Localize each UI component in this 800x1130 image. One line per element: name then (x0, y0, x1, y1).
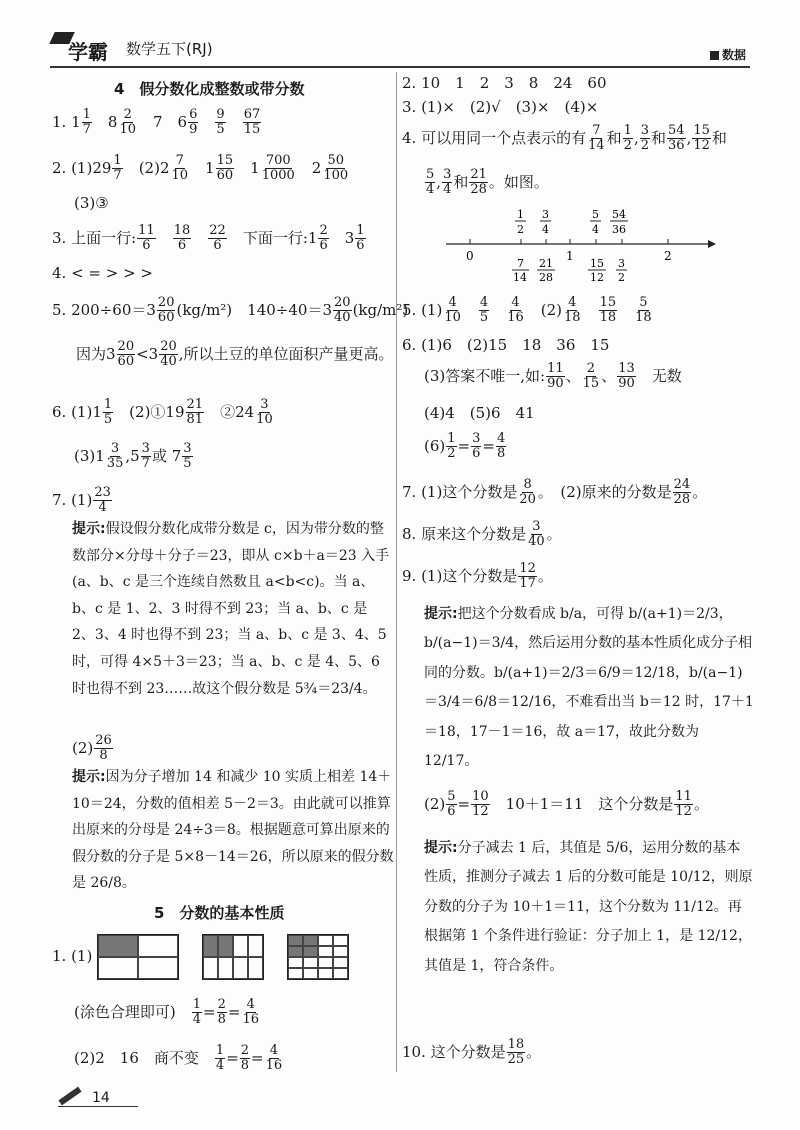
answer-5: 5. 200÷60＝3 $\frac{20}{60}$ (kg/m²) 140÷40＝3 $\frac{20}{40}$ (kg/m²) (52, 295, 409, 326)
hint-7-1: 提示:假设假分数化成带分数是 c，因为带分数的整数部分×分母＋分子＝23，即从 c×b＋a＝23 入手(a、b、c 是三个连续自然数且 a<b<c)。当 a、b、c 是 1、2、3 时得不到 23；当 a、b、c 是 2、3、4 时也得不到 23；当 a、b、c 是 3、4、5 时，可得 4×5＋3＝23；当 a、b、c 是 4、5、6 时也得不到 23……故这个假分数是 5¾＝23/4。 (72, 521, 390, 697)
answer-6: 6. (1)1 $\frac{1}{5}$ (2)①19 $\frac{21}{81}$ ②24 $\frac{3}{10}$ (52, 397, 273, 428)
answer-6-3: (3)1 $\frac{3}{35}$ ,5 $\frac{3}{7}$ 或 7 $\frac{3}{5}$ (74, 441, 192, 472)
square-icon (710, 51, 719, 60)
pencil-icon (58, 1087, 81, 1106)
svg-text:3: 3 (542, 208, 549, 221)
svg-text:14: 14 (513, 271, 527, 284)
fraction-grid-quarters (97, 934, 179, 980)
answer-7: 7. (1) $\frac{23}{4}$ (52, 485, 111, 516)
r-answer-6-4: (4)4 (5)6 41 (424, 404, 535, 422)
fraction-grid-eighths (202, 934, 264, 980)
svg-text:2: 2 (664, 249, 672, 263)
svg-text:21: 21 (539, 257, 553, 270)
r-answer-4: 4. 可以用同一个点表示的有 $\frac{7}{14}$ 和 $\frac{1}{2}$ , $\frac{3}{2}$ 和 $\frac{54}{36}$ , $\frac{15}{12}$ 和 (402, 123, 727, 154)
svg-text:54: 54 (612, 208, 626, 221)
r-answer-3: 3. (1)× (2)√ (3)× (4)× (402, 98, 599, 116)
svg-text:1: 1 (517, 208, 524, 221)
r-answer-6: 6. (1)6 (2)15 18 36 15 (402, 336, 610, 354)
number-line (446, 204, 716, 284)
answer-2-3: (3)③ (74, 194, 109, 212)
svg-text:28: 28 (539, 271, 553, 284)
page-footer (58, 1090, 138, 1107)
answer-3: 3. 上面一行: $\frac{11}{6}$ $\frac{18}{6}$ $\frac{22}{6}$ 下面一行:1 $\frac{2}{6}$ 3 $\frac{1}{6}$ (52, 223, 365, 254)
svg-text:2: 2 (618, 271, 625, 284)
s5-answer-1-fractions: (涂色合理即可) $\frac{1}{4}$ = $\frac{2}{8}$ = $\frac{4}{16}$ (74, 997, 259, 1028)
svg-text:1: 1 (566, 249, 574, 263)
r-answer-9-2: (2) $\frac{5}{6}$ = $\frac{10}{12}$ 10＋1＝11 这个分数是 $\frac{11}{12}$ 。 (424, 789, 709, 820)
r-answer-10: 10. 这个分数是 $\frac{18}{25}$ 。 (402, 1037, 542, 1068)
r-answer-9: 9. (1)这个分数是 $\frac{12}{17}$ 。 (402, 561, 553, 592)
svg-text:3: 3 (618, 257, 625, 270)
hint-7-2: 提示:因为分子增加 14 和减少 10 实质上相差 14＋10＝24，分数的值相差 5－2＝3。由此就可以推算出原来的分母是 24÷3＝8。根据题意可算出原来的假分数的分子是 5×8－14＝26，所以原来的假分数是 26/8。 (72, 769, 394, 892)
svg-text:4: 4 (592, 223, 599, 236)
book-subject: 数学五下(RJ) (126, 40, 213, 58)
s5-answer-1-2: (2)2 16 商不变 $\frac{1}{4}$ = $\frac{2}{8}$ = $\frac{4}{16}$ (74, 1043, 283, 1074)
svg-text:2: 2 (517, 223, 524, 236)
section-5-title: 5 分数的基本性质 (154, 904, 285, 922)
hint-9-2: 提示:分子减去 1 后，其值是 5/6，运用分数的基本性质，推测分子减去 1 后的分数可能是 10/12，则原分数的分子为 10＋1＝11，这个分数为 11/12。再根据第 1 个条件进行验证：分子加上 1，是 12/12，其值是 1，符合条件。 (424, 840, 753, 974)
answer-7-2: (2) $\frac{26}{8}$ (72, 733, 112, 764)
svg-text:0: 0 (466, 249, 474, 263)
r-answer-8: 8. 原来这个分数是 $\frac{3}{40}$ 。 (402, 519, 562, 550)
svg-text:12: 12 (590, 271, 604, 284)
svg-text:5: 5 (592, 208, 599, 221)
answer-5-reason: 因为3 $\frac{20}{60}$ <3 $\frac{20}{40}$ ,所以土豆的单位面积产量更高。 (76, 339, 394, 370)
hint-9-1: 提示:把这个分数看成 b/a，可得 b/(a+1)＝2/3，b/(a−1)＝3/4，然后运用分数的基本性质化成分子相同的分数。b/(a+1)＝2/3＝6/9＝12/18，b/(a−1)＝3/4＝6/8＝12/16，不难看出当 b＝12 时，17＋1＝18，17－1＝16，故 a＝17，故此分数为 12/17。 (424, 606, 754, 769)
r-answer-4-cont: $\frac{5}{4}$ , $\frac{3}{4}$ 和 $\frac{21}{28}$ 。如图。 (426, 167, 549, 198)
page-header (50, 32, 750, 68)
svg-text:7: 7 (517, 257, 524, 270)
svg-text:36: 36 (612, 223, 626, 236)
fraction-grid-sixteenths (287, 934, 349, 980)
r-answer-6-3: (3)答案不唯一,如: $\frac{11}{90}$ 、 $\frac{2}{15}$ 、 $\frac{13}{90}$ 无数 (424, 361, 682, 392)
r-answer-2: 2. 10 1 2 3 8 24 60 (402, 74, 607, 92)
column-divider (396, 72, 397, 1072)
svg-text:15: 15 (590, 257, 604, 270)
s5-answer-1: 1. (1) (52, 934, 349, 980)
brand-logo: 学霸 (68, 40, 108, 64)
r-answer-5: 5. (1) $\frac{4}{10}$ $\frac{4}{5}$ $\frac{4}{16}$ (2) $\frac{4}{18}$ $\frac{15}{18}$ $\frac{5}{18}$ (402, 295, 652, 326)
answer-4: 4. < = > > > (52, 264, 153, 282)
page-number: 14 (92, 1090, 110, 1106)
svg-text:4: 4 (542, 223, 549, 236)
section-4-title: 4 假分数化成整数或带分数 (114, 80, 305, 98)
r-answer-6-6: (6) $\frac{1}{2}$ = $\frac{3}{6}$ = $\frac{4}{8}$ (424, 431, 506, 462)
answer-1: 1. 1 $\frac{1}{7}$ 8 $\frac{2}{10}$ 7 6 $\frac{6}{9}$ $\frac{9}{5}$ $\frac{67}{15}$ (52, 107, 261, 138)
answer-2: 2. (1)29 $\frac{1}{7}$ (2)2 $\frac{7}{10}$ 1 $\frac{15}{60}$ 1 $\frac{700}{1000}$ 2 $\frac{50}{100}$ (52, 153, 349, 184)
header-tag: 数据 (710, 46, 746, 63)
r-answer-7: 7. (1)这个分数是 $\frac{8}{20}$ 。 (2)原来的分数是 $\frac{24}{28}$ 。 (402, 477, 708, 508)
